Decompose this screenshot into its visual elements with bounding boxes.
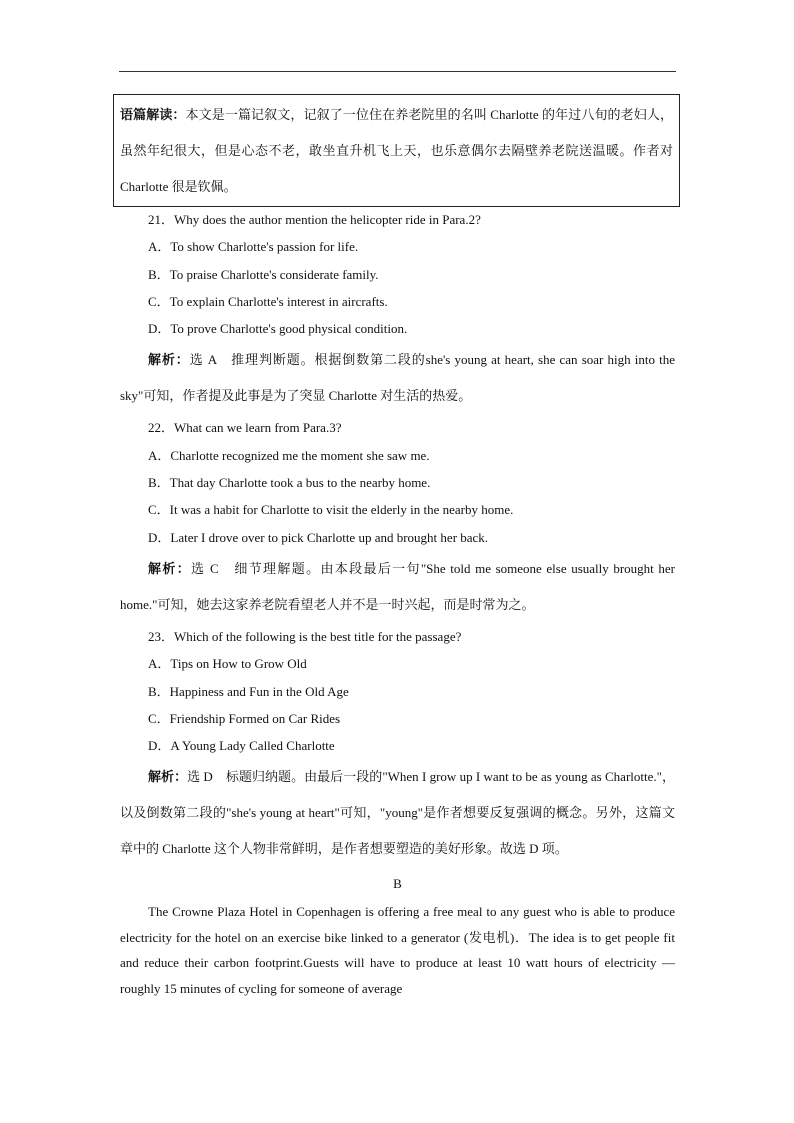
analysis-paragraph [120, 342, 675, 414]
section-heading: B [393, 876, 402, 892]
analysis-label: 解析： [148, 769, 188, 785]
option: D．To prove Charlotte's good physical condition. [148, 321, 408, 337]
analysis-label: 解析： [148, 560, 192, 576]
analysis-paragraph [120, 551, 675, 623]
option: C．It was a habit for Charlotte to visit the elderly in the nearby home. [148, 502, 514, 518]
header-rule [119, 71, 676, 72]
option: A．Tips on How to Grow Old [148, 656, 307, 672]
option: B．To praise Charlotte's considerate family. [148, 266, 379, 282]
option: B．That day Charlotte took a bus to the nearby home. [148, 475, 431, 491]
summary-text: 本文是一篇记叙文，记叙了一位住在养老院里的名叫 Charlotte 的年过八旬的老妇人，虽然年纪很大，但是心态不老，敢坐直升机飞上天，也乐意偶尔去隔壁养老院送温暖。作者对 Charlotte 很是钦佩。 [120, 107, 673, 194]
question-block [120, 414, 675, 622]
question-stem: 21．Why does the author mention the helicopter ride in Para.2? [148, 212, 481, 227]
option: C．To explain Charlotte's interest in aircrafts. [148, 293, 388, 309]
option: D．A Young Lady Called Charlotte [148, 738, 335, 754]
analysis-text: 选 A 推理判断题。根据倒数第二段的she's young at heart, she can soar high into the sky"可知，作者提及此事是为了突显 Charlotte 对生活的热爱。 [120, 352, 675, 404]
analysis-text: 选 C 细节理解题。由本段最后一句"She told me someone else usually brought her home."可知，她去这家养老院看望老人并不是一时兴起，而是时常为之。 [120, 560, 675, 612]
option: A．To show Charlotte's passion for life. [148, 239, 359, 255]
summary-label: 语篇解读： [120, 107, 186, 122]
question-block [120, 623, 675, 867]
option: B．Happiness and Fun in the Old Age [148, 683, 349, 699]
summary-box [113, 94, 680, 207]
analysis-label: 解析： [148, 352, 190, 368]
option: D．Later I drove over to pick Charlotte up and brought her back. [148, 529, 489, 545]
question-stem: 22．What can we learn from Para.3? [148, 420, 342, 436]
option: A．Charlotte recognized me the moment she saw me. [148, 447, 430, 463]
passage-paragraph: The Crowne Plaza Hotel in Copenhagen is offering a free meal to any guest who is able to produce electricity for the hotel on an exercise bike linked to a generator (发电机)．The idea is to get people fit and reduce their carbon footprint.Guests will have to produce at least 10 watt hours of electricity — roughly 15 minutes of cycling for someone of average [120, 904, 675, 996]
question-block [120, 206, 675, 414]
analysis-text: 选 D 标题归纳题。由最后一段的"When I grow up I want to be as young as Charlotte."，以及倒数第二段的"she's young at heart"可知，"young"是作者想要反复强调的概念。另外，这篇文章中的 Charlotte 这个人物非常鲜明，是作者想要塑造的美好形象。故选 D 项。 [120, 769, 675, 857]
question-content [120, 206, 675, 1001]
option: C．Friendship Formed on Car Rides [148, 710, 341, 726]
analysis-paragraph [120, 759, 675, 867]
question-stem: 23．Which of the following is the best title for the passage? [148, 628, 462, 644]
